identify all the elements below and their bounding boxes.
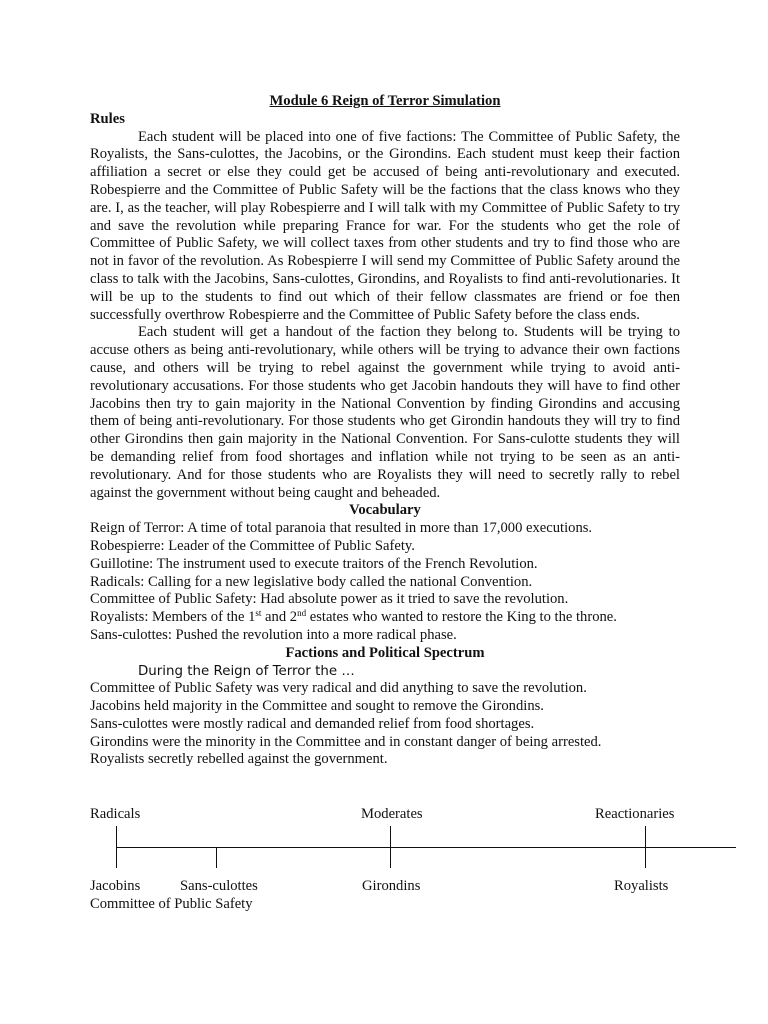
vocab-item-radicals: Radicals: Calling for a new legislative body called the national Convention. (90, 573, 533, 590)
label-sans-culottes: Sans-culottes (180, 878, 258, 894)
factions-heading: Factions and Political Spectrum (285, 644, 485, 661)
faction-line-committee: Committee of Public Safety was very radical and did anything to save the revolution. (90, 680, 587, 697)
superscript-st: st (255, 608, 262, 619)
royalists-text-middle: and 2 (261, 609, 298, 626)
superscript-nd: nd (297, 608, 307, 619)
tick-radicals (116, 826, 117, 868)
label-royalists: Royalists (614, 878, 669, 894)
political-spectrum-diagram (90, 806, 690, 916)
document-body (90, 93, 680, 769)
royalists-text-end: estates who wanted to restore the King to the throne. (306, 609, 617, 626)
factions-intro: During the Reign of Terror the … (138, 663, 355, 679)
vocab-item-robespierre: Robespierre: Leader of the Committee of Public Safety. (90, 537, 415, 554)
tick-moderates (390, 826, 391, 868)
label-radicals: Radicals (90, 806, 141, 822)
vocab-item-sans-culottes: Sans-culottes: Pushed the revolution into a more radical phase. (90, 626, 457, 643)
faction-line-jacobins: Jacobins held majority in the Committee and sought to remove the Girondins. (90, 698, 544, 715)
rules-heading: Rules (90, 110, 125, 127)
vocab-item-reign-of-terror: Reign of Terror: A time of total paranoia that resulted in more than 17,000 executions. (90, 520, 593, 537)
vocabulary-heading: Vocabulary (349, 502, 421, 519)
faction-line-girondins: Girondins were the minority in the Committee and in constant danger of being arrested. (90, 733, 602, 750)
label-moderates: Moderates (361, 806, 423, 822)
label-jacobins: Jacobins (90, 878, 141, 894)
tick-sans-culottes (216, 847, 217, 868)
vocab-item-committee: Committee of Public Safety: Had absolute power as it tried to save the revolution. (90, 591, 569, 608)
document-title: Module 6 Reign of Terror Simulation (269, 93, 501, 109)
vocab-item-guillotine: Guillotine: The instrument used to execute traitors of the French Revolution. (90, 555, 538, 572)
label-committee: Committee of Public Safety (90, 896, 253, 912)
tick-reactionaries (645, 826, 646, 868)
faction-line-sans-culottes: Sans-culottes were mostly radical and demanded relief from food shortages. (90, 715, 535, 732)
label-reactionaries: Reactionaries (595, 806, 675, 822)
spectrum-axis-line (116, 847, 736, 848)
royalists-text-start: Royalists: Members of the 1 (90, 609, 256, 626)
rules-paragraph-2: Each student will get a handout of the faction they belong to. Students will be trying to accuse others as being anti-revolutionary, while others will be trying to advance their own factions cause, and others will be trying to rebel against the government while trying to avoid anti-revolutionary accusations. For those students who get Jacobin handouts they will have to find other Jacobins then try to gain majority in the National Convention by finding Girondins and accusing them of being anti-revolutionary. For those students who get Girondin handouts they will try to find other Girondins then gain majority in the National Convention. For Sans-culotte students they will be demanding relief from food shortages and inflation while not trying to be seen as an anti-revolutionary. And for those students who are Royalists they will need to secretly rally to rebel against the government without being caught and beheaded. (90, 324, 680, 501)
label-girondins: Girondins (362, 878, 421, 894)
faction-line-royalists: Royalists secretly rebelled against the government. (90, 751, 388, 768)
rules-paragraph-1: Each student will be placed into one of five factions: The Committee of Public Safety, the Royalists, the Sans-culottes, the Jacobins, or the Girondins. Each student must keep their faction affiliation a secret or else they could get be accused of being anti-revolutionary and executed. Robespierre and the Committee of Public Safety will be the factions that the class knows who they are. I, as the teacher, will play Robespierre and I will talk with my Committee of Public Safety to try and save the revolution while preparing France for war. For the students who get the role of Committee of Public Safety, we will collect taxes from other students and try to find those who are not in favor of the revolution. As Robespierre I will send my Committee of Public Safety around the class to talk with the Jacobins, Sans-culottes, Girondins, and Royalists to find anti-revolutionaries. It will be up to the students to find out which of their fellow classmates are friend or foe then successfully overthrow Robespierre and the Committee of Public Safety before the class ends. (90, 128, 680, 323)
vocab-item-royalists (90, 609, 680, 627)
